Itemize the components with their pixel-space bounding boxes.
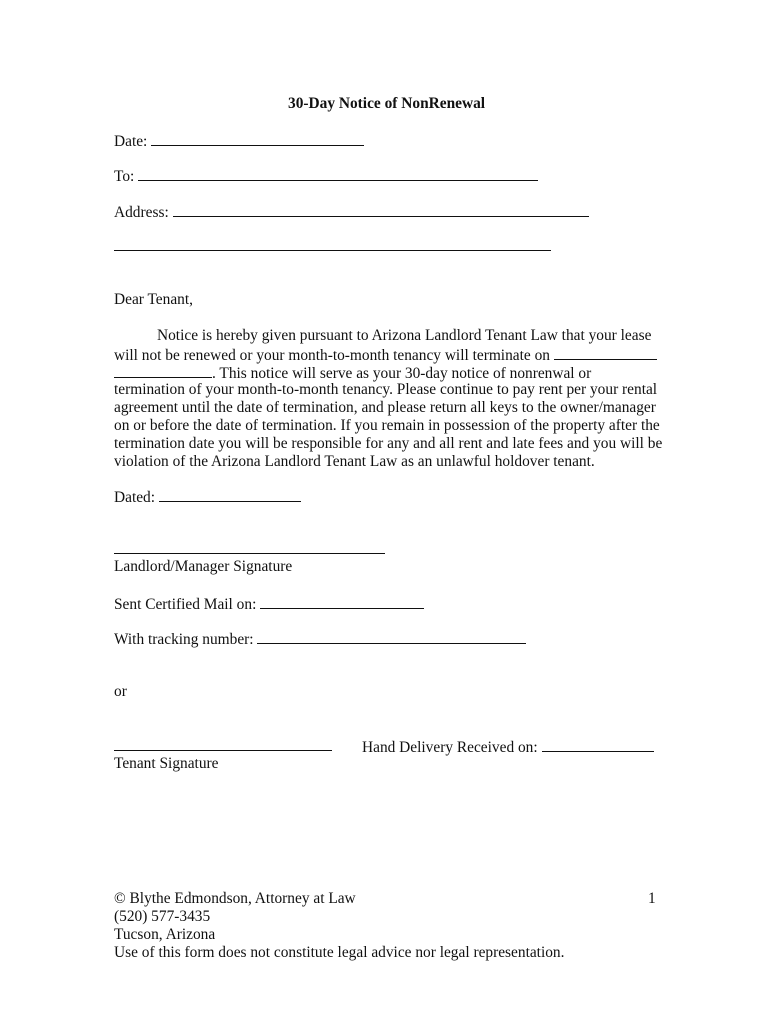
address-label: Address: xyxy=(114,204,169,221)
address-blank[interactable] xyxy=(173,202,589,217)
hand-delivery-blank[interactable] xyxy=(542,737,654,752)
tenant-signature-line[interactable] xyxy=(114,750,332,751)
footer-location: Tucson, Arizona xyxy=(114,926,216,943)
landlord-signature-label: Landlord/Manager Signature xyxy=(114,558,293,575)
body-line: violation of the Arizona Landlord Tenant Law as an unlawful holdover tenant. xyxy=(114,453,595,470)
body-line: . This notice will serve as your 30-day notice of nonrenwal or xyxy=(114,363,659,381)
body-line: termination date you will be responsible for any and all rent and late fees and you will be xyxy=(114,435,663,452)
hand-delivery-field xyxy=(362,737,654,757)
tenant-signature-label: Tenant Signature xyxy=(114,755,219,772)
document-title: 30-Day Notice of NonRenewal xyxy=(288,95,486,112)
dated-field xyxy=(114,487,301,507)
footer-phone: (520) 577-3435 xyxy=(114,908,211,925)
footer-disclaimer: Use of this form does not constitute legal advice nor legal representation. xyxy=(114,944,565,961)
date-label: Date: xyxy=(114,133,148,150)
tracking-field xyxy=(114,629,526,649)
certified-mail-blank[interactable] xyxy=(260,594,424,609)
date-blank[interactable] xyxy=(151,131,364,146)
certified-mail-label: Sent Certified Mail on: xyxy=(114,596,257,613)
notice-paragraph xyxy=(114,327,663,471)
body-line: agreement until the date of termination, and please return all keys to the owner/manager xyxy=(114,399,656,416)
address-line-2[interactable] xyxy=(114,250,551,251)
body-line: on or before the date of termination. If you remain in possession of the property after the xyxy=(114,417,660,434)
tracking-label: With tracking number: xyxy=(114,631,254,648)
date-field xyxy=(114,131,364,151)
body-line: will not be renewed or your month-to-month tenancy will terminate on xyxy=(114,345,659,363)
body-line: termination of your month-to-month tenancy. Please continue to pay rent per your rental xyxy=(114,381,658,398)
hand-delivery-label: Hand Delivery Received on: xyxy=(362,739,538,756)
landlord-signature-line[interactable] xyxy=(114,553,385,554)
to-label: To: xyxy=(114,168,135,185)
address-field xyxy=(114,202,589,222)
footer-copyright: © Blythe Edmondson, Attorney at Law xyxy=(114,890,356,907)
page-number: 1 xyxy=(648,890,656,907)
to-blank[interactable] xyxy=(138,166,538,181)
terminate-date-blank[interactable] xyxy=(554,345,657,360)
body-line: Notice is hereby given pursuant to Arizona Landlord Tenant Law that your lease xyxy=(157,327,652,344)
certified-mail-field xyxy=(114,594,424,614)
dated-blank[interactable] xyxy=(159,487,301,502)
to-field xyxy=(114,166,538,186)
tracking-blank[interactable] xyxy=(257,629,526,644)
terminate-date-blank-cont[interactable] xyxy=(114,363,212,378)
or-text: or xyxy=(114,683,127,700)
dated-label: Dated: xyxy=(114,489,156,506)
salutation: Dear Tenant, xyxy=(114,291,193,308)
